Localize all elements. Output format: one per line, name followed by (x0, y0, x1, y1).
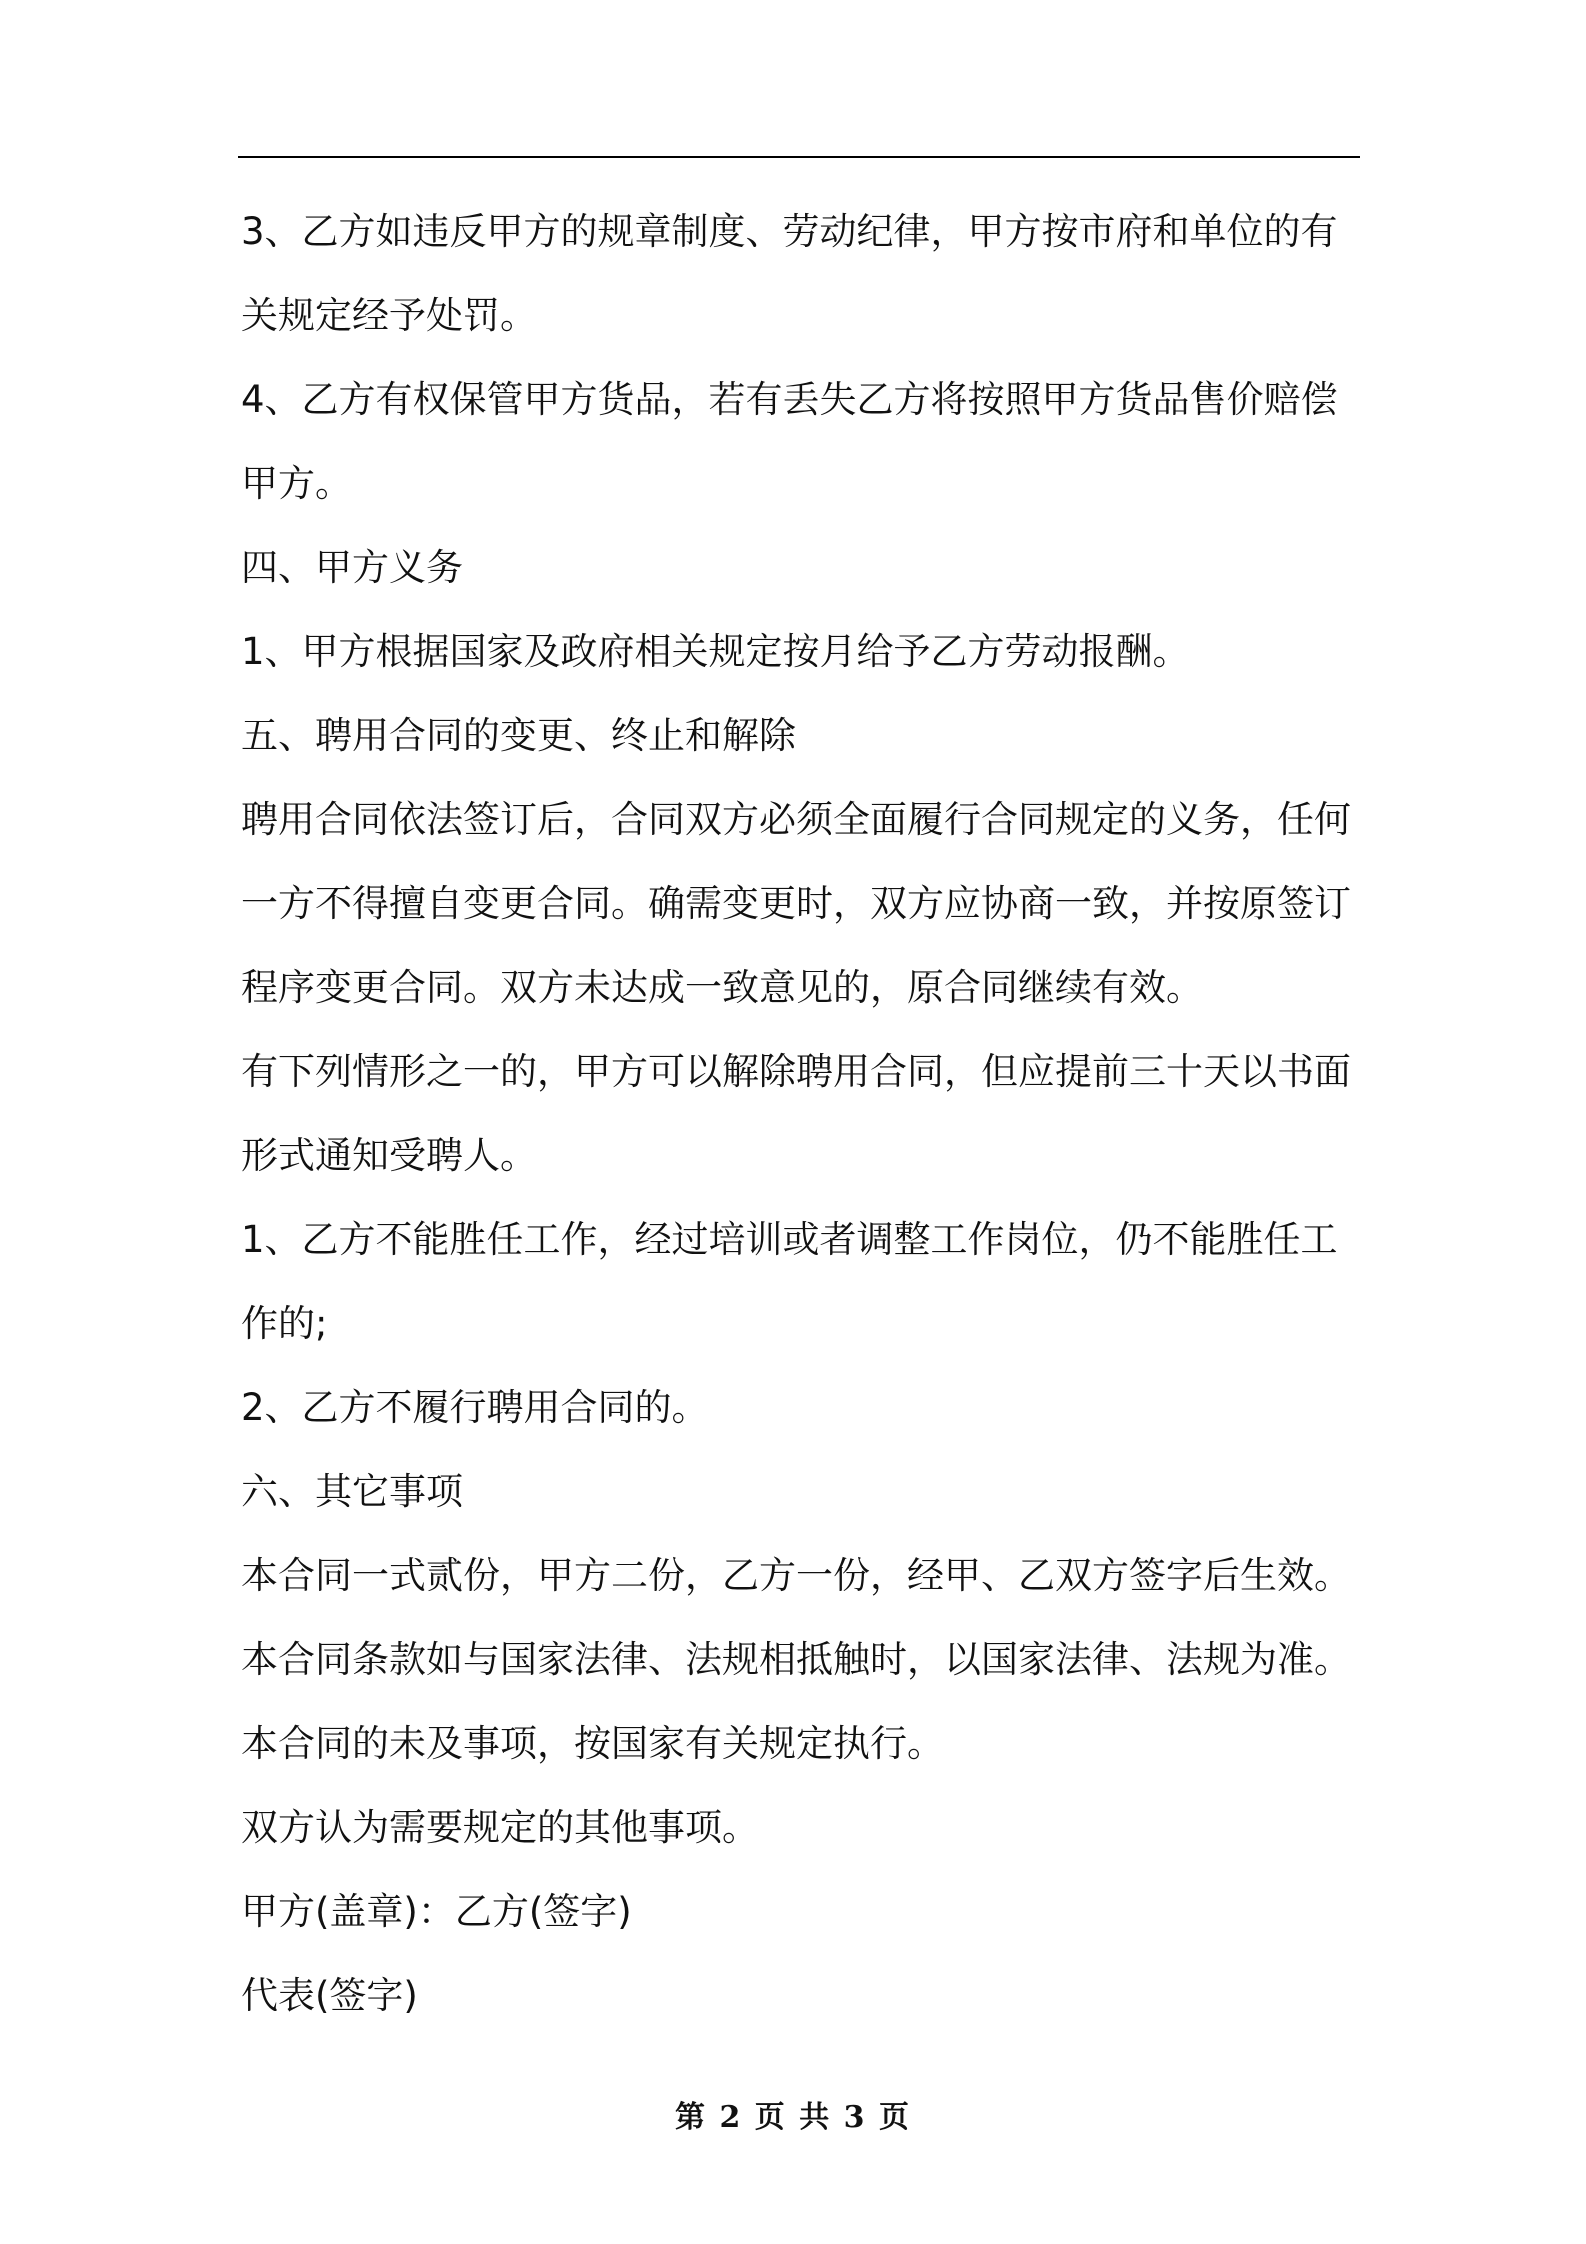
paragraph-unspecified-matters: 本合同的未及事项，按国家有关规定执行。 (241, 1722, 944, 1765)
page-number-footer: 第 2 页 共 3 页 (675, 2100, 911, 2135)
paragraph-other-matters: 双方认为需要规定的其他事项。 (241, 1806, 759, 1849)
signature-line-parties: 甲方(盖章)：乙方(签字) (241, 1890, 632, 1933)
document-body (241, 190, 1359, 2038)
clause-4-goods-custody: 4、乙方有权保管甲方货品，若有丢失乙方将按照甲方货品售价赔偿甲方。 (241, 378, 1338, 505)
termination-item-1: 1、乙方不能胜任工作，经过培训或者调整工作岗位，仍不能胜任工作的; (241, 1218, 1338, 1345)
clause-1-remuneration: 1、甲方根据国家及政府相关规定按月给予乙方劳动报酬。 (241, 630, 1190, 673)
paragraph-legal-precedence: 本合同条款如与国家法律、法规相抵触时，以国家法律、法规为准。 (241, 1638, 1351, 1681)
section-heading-party-a-duties: 四、甲方义务 (241, 546, 463, 589)
paragraph-contract-change-rules: 聘用合同依法签订后，合同双方必须全面履行合同规定的义务，任何一方不得擅自变更合同。确需变更时，双方应协商一致，并按原签订程序变更合同。双方未达成一致意见的，原合同继续有效。 (241, 798, 1351, 1009)
section-heading-contract-changes: 五、聘用合同的变更、终止和解除 (241, 714, 796, 757)
section-heading-other-matters: 六、其它事项 (241, 1470, 463, 1513)
header-rule (238, 156, 1360, 158)
signature-line-representative: 代表(签字) (241, 1974, 418, 2017)
paragraph-termination-conditions: 有下列情形之一的，甲方可以解除聘用合同，但应提前三十天以书面形式通知受聘人。 (241, 1050, 1351, 1177)
clause-3-penalty: 3、乙方如违反甲方的规章制度、劳动纪律，甲方按市府和单位的有关规定经予处罚。 (241, 210, 1338, 337)
paragraph-copies: 本合同一式贰份，甲方二份，乙方一份，经甲、乙双方签字后生效。 (241, 1554, 1351, 1597)
termination-item-2: 2、乙方不履行聘用合同的。 (241, 1386, 709, 1429)
